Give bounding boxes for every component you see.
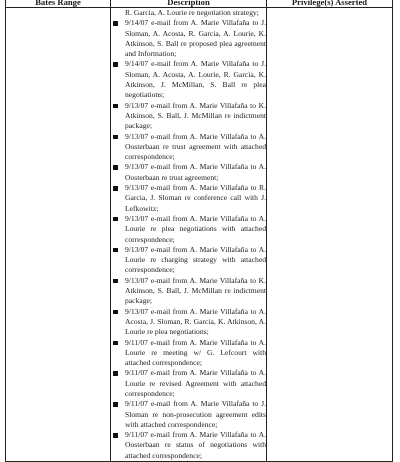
square-bullet-icon — [113, 135, 118, 140]
log-entry — [111, 101, 266, 132]
entry-text: 9/13/07 e-mail from A. Marie Villafaña to K. Atkinson, S. Ball, J. McMillan re indictment package; — [125, 275, 266, 306]
entry-text: 9/11/07 e-mail from A. Marie Villafaña to A. Lourie re revised Agreement with attached correspondence; — [125, 368, 266, 398]
log-entry — [111, 18, 266, 59]
log-entry — [111, 368, 266, 399]
square-bullet-icon — [113, 217, 118, 222]
description-cell — [111, 8, 267, 462]
entry-text: 9/13/07 e-mail from A. Marie Villafaña to K. Atkinson, S. Ball, J. McMillan re indictment package; — [125, 100, 266, 131]
square-bullet-icon — [113, 279, 118, 284]
entry-text: 9/13/07 e-mail from A. Marie Villafaña to A. Acosta, J. Sloman, R. Garcia, K. Atkinson, A. Lourie re plea negotiations; — [125, 306, 266, 337]
entry-text: 9/14/07 e-mail from A. Marie Villafaña to J. Sloman, A. Acosta, R. Garcia, A. Lourie, K. Atkinson, S. Ball re proposed plea agreement and Information; — [125, 18, 266, 59]
log-entry — [111, 307, 266, 338]
bates-range-cell — [6, 8, 111, 462]
entry-text: 9/11/07 e-mail from A. Marie Villafaña to A. Oosterbaan re status of negotiations with attached correspondence; — [125, 430, 266, 460]
header-row — [6, 0, 393, 8]
privilege-log-table — [5, 0, 393, 462]
log-row — [6, 8, 393, 462]
square-bullet-icon — [113, 402, 118, 407]
log-entry — [111, 276, 266, 307]
entry-text: 9/13/07 e-mail from A. Marie Villafaña to A. Lourie re charging strategy with attached correspondence; — [125, 244, 266, 275]
privileges-cell — [267, 8, 393, 462]
square-bullet-icon — [113, 186, 118, 191]
entry-text: 9/11/07 e-mail from A. Marie Villafaña to J. Sloman re non-prosecution agreement edits with attached correspondence; — [125, 399, 266, 429]
entry-text: 9/13/07 e-mail from A. Marie Villafaña to A. Oosterbaan re trust agreement; — [125, 162, 266, 182]
square-bullet-icon — [113, 433, 118, 438]
entry-text: 9/13/07 e-mail from A. Marie Villafaña to A. Oosterbaan re trust agreement with attached correspondence; — [125, 131, 266, 162]
log-entry — [111, 430, 266, 461]
entry-text: 9/13/07 e-mail from A. Marie Villafaña to A. Lourie re plea negotiations with attached correspondence; — [125, 213, 266, 244]
square-bullet-icon — [113, 21, 118, 26]
privileges-header: Privilege(s) Asserted — [267, 0, 393, 8]
square-bullet-icon — [113, 310, 118, 315]
log-entry — [111, 214, 266, 245]
square-bullet-icon — [113, 104, 118, 109]
entry-text: 9/11/07 e-mail from A. Marie Villafaña to A. Lourie re meeting w/ G. Lefcourt with attached correspondence; — [125, 337, 266, 368]
entry-text: 9/13/07 e-mail from A. Marie Villafaña to R. Garcia, J. Sloman re conference call with J. Lefkowitz; — [125, 183, 266, 213]
square-bullet-icon — [113, 341, 118, 346]
square-bullet-icon — [113, 165, 118, 170]
log-entry — [111, 183, 266, 214]
continuation-text: R. Garcia, A. Lourie re negotiation strategy; — [125, 8, 259, 17]
square-bullet-icon — [113, 248, 118, 253]
square-bullet-icon — [113, 371, 118, 376]
square-bullet-icon — [113, 62, 118, 67]
entry-text: 9/14/07 e-mail from A. Marie Villafaña to J. Sloman, A. Acosta, A. Lourie, R. Garcia, K. Atkinson, J. McMillan, S. Ball re plea negotiations; — [125, 59, 266, 100]
description-header: Description — [111, 0, 267, 8]
log-entry — [111, 132, 266, 163]
entry-list — [111, 8, 266, 461]
log-entry — [111, 245, 266, 276]
log-entry — [111, 399, 266, 430]
log-entry — [111, 338, 266, 369]
bates-range-header: Bates Range — [6, 0, 111, 8]
log-entry — [111, 162, 266, 183]
log-entry — [111, 59, 266, 100]
